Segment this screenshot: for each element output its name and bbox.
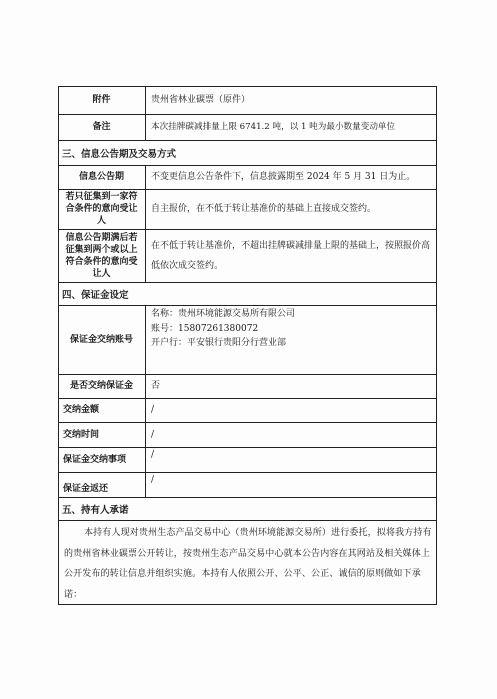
remark-value: 本次挂牌碳减排量上限 6741.2 吨，以 1 吨为最小数量变动单位 (151, 122, 396, 132)
deposit-matters-label: 保证金交纳事项 (63, 454, 127, 465)
attachment-value: 贵州省林业碳票（原件） (151, 95, 251, 105)
period-value: 不变更信息公告条件下，信息披露期至 2024 年 5 月 31 日为止。 (151, 172, 416, 182)
remark-label: 备注 (92, 122, 111, 132)
deposit-refund-label: 保证金返还 (63, 484, 109, 494)
deposit-refund-value: / (151, 475, 155, 485)
deposit-required-value: 否 (151, 381, 161, 391)
deposit-time-label: 交纳时间 (63, 429, 100, 440)
section5-title: 五、持有人承诺 (62, 504, 129, 516)
commitment-paragraph: 本持有人现对贵州生态产品交易中心（贵州环境能源交易所）进行委托，拟将我方持有的贵州省林业碳票公开转让，按贵州生态产品交易中心就本公告内容在其网站及相关媒体上公开发布的转让信息并组织实施。本持有人依照公开、公平、公正、诚信的原则做如下承诺： (64, 528, 432, 600)
account-number: 账号：15807261380072 (151, 323, 259, 334)
multiple-bidders-label: 信息公告期满后若征集到两个或以上符合条件的意向受让人 (65, 232, 138, 279)
section4-title: 四、保证金设定 (62, 289, 129, 301)
multiple-bidders-value: 在不低于转让基准价，不超出挂牌碳减排量上限的基础上，按照报价高低依次成交签约。 (151, 240, 431, 271)
attachment-label: 附件 (92, 95, 111, 105)
deposit-account-details (146, 305, 436, 374)
single-bidder-label: 若只征集到一家符合条件的意向受让人 (65, 192, 138, 226)
account-name: 名称：贵州环境能源交易所有限公司 (151, 309, 296, 319)
deposit-time-value: / (151, 429, 155, 440)
deposit-amount-label: 交纳金额 (63, 405, 100, 415)
section3-title: 三、信息公告期及交易方式 (62, 148, 177, 160)
deposit-amount-value: / (151, 405, 155, 415)
single-bidder-value: 自主报价，在不低于转让基准价的基础上直接成交签约。 (151, 204, 377, 214)
notice-table (58, 86, 437, 605)
deposit-required-label: 是否交纳保证金 (69, 381, 133, 391)
deposit-account-label: 保证金交纳账号 (69, 334, 133, 345)
period-label: 信息公告期 (78, 172, 124, 182)
account-bank: 开户行：平安银行贵阳分行营业部 (151, 338, 287, 348)
deposit-matters-value: / (151, 450, 155, 460)
